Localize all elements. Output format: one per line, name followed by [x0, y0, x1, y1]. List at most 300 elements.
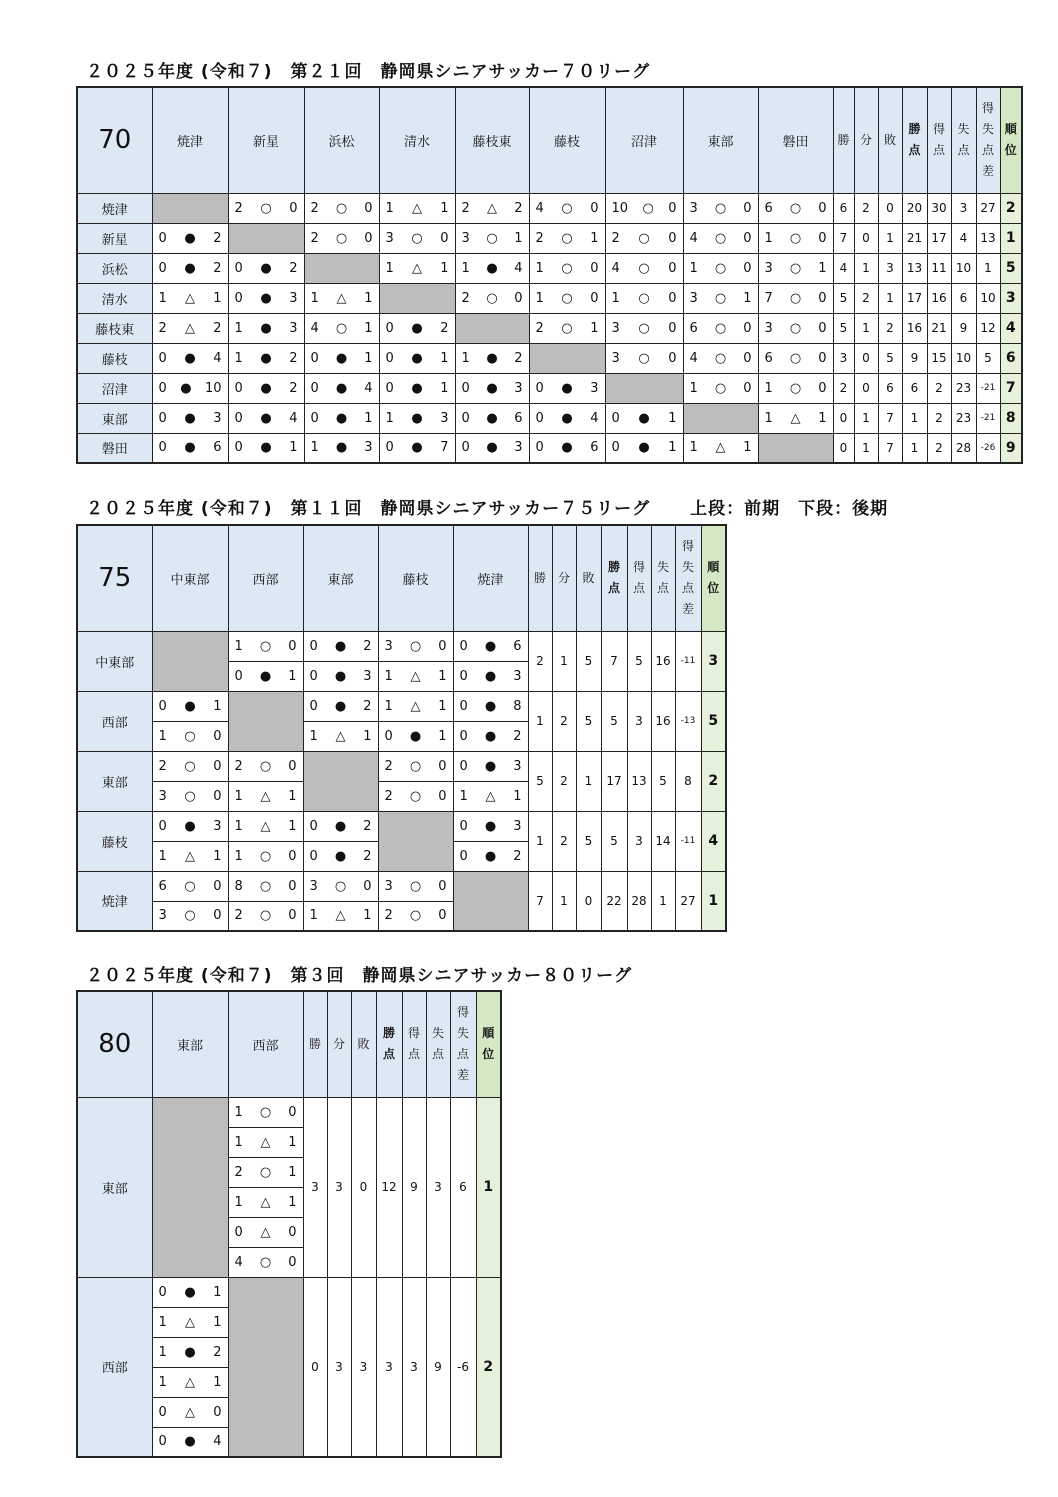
result-mark: ○	[714, 380, 727, 396]
match-score	[530, 321, 605, 336]
rank-value: 2	[476, 1277, 501, 1457]
stat-value: 5	[528, 751, 552, 811]
goals: 4	[310, 320, 319, 336]
result-mark: ●	[486, 350, 498, 366]
stat-value: 6	[951, 283, 976, 313]
result-mark: ●	[260, 320, 272, 336]
stat-value: 12	[376, 1097, 402, 1277]
col-header-stat: 敗	[351, 991, 376, 1097]
goals: 0	[459, 728, 468, 744]
stat-value: 3	[426, 1097, 450, 1277]
stat-value: 5	[627, 631, 651, 691]
col-header-stat: 得 点	[402, 991, 426, 1097]
goals: 1	[364, 290, 373, 306]
col-header-stat: 失 点	[651, 525, 675, 631]
table-row	[77, 1277, 501, 1307]
goals: 0	[535, 410, 544, 426]
match-cell	[455, 433, 529, 463]
result-mark: ○	[259, 1104, 272, 1120]
result-mark: ○	[335, 200, 348, 216]
stat-value: 1	[854, 313, 878, 343]
result-mark: ●	[484, 728, 497, 744]
row-header-team: 藤枝東	[77, 313, 152, 343]
result-mark: ○	[561, 200, 573, 216]
result-mark: ●	[184, 1284, 196, 1300]
period-note: 上段：前期 下段：後期	[690, 499, 889, 519]
match-cell	[303, 691, 378, 721]
match-score	[454, 729, 528, 744]
stat-value: 27	[675, 871, 701, 931]
goals: 1	[288, 788, 297, 804]
match-score	[380, 440, 455, 455]
rank-value: 4	[701, 811, 726, 871]
result-mark: △	[185, 290, 195, 306]
goals: 0	[535, 380, 544, 396]
stat-value: 1	[854, 253, 878, 283]
goals: 1	[384, 668, 393, 684]
match-cell	[683, 343, 758, 373]
stat-value: 9	[426, 1277, 450, 1457]
goals: 0	[440, 230, 449, 246]
match-score	[153, 789, 228, 804]
col-header-rank: 順 位	[476, 991, 501, 1097]
col-header-stat: 得 失 点 差	[976, 87, 1000, 193]
stat-value: 5	[651, 751, 675, 811]
goals: 1	[611, 290, 620, 306]
match-cell	[152, 1277, 228, 1307]
col-header-stat: 勝	[833, 87, 854, 193]
col-header-stat: 分	[327, 991, 351, 1097]
goals: 1	[234, 1104, 243, 1120]
match-cell	[758, 193, 833, 223]
match-cell	[379, 313, 455, 343]
goals: 1	[514, 230, 523, 246]
match-cell	[152, 811, 228, 841]
rank-value: 1	[1000, 223, 1022, 253]
goals: 1	[818, 260, 827, 276]
stat-value: 5	[833, 283, 854, 313]
goals: 0	[668, 350, 677, 366]
row-header-team: 沼津	[77, 373, 152, 403]
match-score	[759, 261, 833, 276]
col-header-stat: 勝	[303, 991, 327, 1097]
goals: 2	[289, 260, 298, 276]
match-cell	[529, 313, 605, 343]
match-cell	[304, 373, 379, 403]
goals: 2	[289, 380, 298, 396]
goals: 2	[289, 350, 298, 366]
match-score	[380, 231, 455, 246]
stat-value: 1	[878, 223, 902, 253]
col-header-stat: 勝 点	[902, 87, 927, 193]
goals: 1	[289, 440, 298, 456]
goals: 1	[764, 380, 773, 396]
goals: 1	[310, 290, 319, 306]
result-mark: ○	[789, 290, 802, 306]
goals: 3	[611, 350, 620, 366]
goals: 1	[743, 440, 752, 456]
match-score	[454, 849, 528, 864]
result-mark: ●	[411, 410, 423, 426]
match-score	[454, 759, 528, 774]
rank-value: 3	[1000, 283, 1022, 313]
result-mark: △	[260, 788, 271, 804]
match-cell	[152, 253, 228, 283]
stat-value: 11	[927, 253, 951, 283]
corner-label: 70	[77, 87, 152, 193]
result-mark: ○	[561, 320, 573, 336]
match-cell	[152, 691, 228, 721]
match-score	[454, 699, 528, 714]
goals: 3	[364, 440, 373, 456]
match-score	[153, 440, 228, 455]
goals: 2	[363, 818, 372, 834]
stat-value: 3	[627, 811, 651, 871]
match-score	[229, 669, 303, 684]
goals: 8	[234, 878, 243, 894]
col-header-stat: 勝 点	[601, 525, 627, 631]
match-cell	[529, 433, 605, 463]
goals: 1	[689, 260, 698, 276]
match-cell	[453, 721, 528, 751]
goals: 0	[743, 320, 752, 336]
goals: 1	[590, 230, 599, 246]
col-header-stat: 得 点	[927, 87, 951, 193]
match-cell	[152, 1427, 228, 1457]
goals: 1	[234, 788, 243, 804]
stat-value: 5	[833, 313, 854, 343]
match-score	[229, 201, 304, 216]
row-header-team: 清水	[77, 283, 152, 313]
goals: 7	[764, 290, 773, 306]
stat-value: 2	[552, 751, 576, 811]
stat-value: 0	[854, 373, 878, 403]
match-cell	[228, 1157, 303, 1187]
goals: 4	[590, 410, 599, 426]
goals: 1	[309, 728, 318, 744]
goals: 3	[213, 410, 222, 426]
result-mark: ●	[484, 638, 497, 654]
match-cell	[529, 373, 605, 403]
goals: 0	[743, 350, 752, 366]
goals: 2	[213, 320, 222, 336]
stat-value: 17	[927, 223, 951, 253]
goals: 1	[668, 440, 677, 456]
goals: 0	[668, 260, 677, 276]
result-mark: ●	[184, 260, 196, 276]
rank-value: 8	[1000, 403, 1022, 433]
match-score	[606, 291, 683, 306]
rank-value: 5	[701, 691, 726, 751]
table-row	[77, 373, 1022, 403]
goals: 4	[535, 200, 544, 216]
result-mark: △	[335, 908, 346, 924]
result-mark: ●	[334, 668, 347, 684]
goals: 3	[363, 668, 372, 684]
match-cell	[455, 283, 529, 313]
self-match-cell	[228, 691, 303, 751]
match-cell	[379, 403, 455, 433]
table-row	[77, 691, 726, 721]
col-header-team: 藤枝	[529, 87, 605, 193]
stat-value: 1	[976, 253, 1000, 283]
goals: 4	[611, 260, 620, 276]
row-header-team: 東部	[77, 1097, 152, 1277]
goals: 0	[213, 1404, 222, 1420]
self-match-cell	[152, 1097, 228, 1277]
goals: 0	[288, 1104, 297, 1120]
goals: 2	[158, 320, 167, 336]
result-mark: ○	[184, 788, 196, 804]
match-cell	[683, 193, 758, 223]
goals: 1	[535, 290, 544, 306]
goals: 2	[461, 200, 470, 216]
table-row	[77, 313, 1022, 343]
result-mark: △	[412, 200, 422, 216]
match-score	[229, 291, 304, 306]
goals: 1	[288, 818, 297, 834]
match-score	[229, 440, 304, 455]
row-header-team: 西部	[77, 691, 152, 751]
goals: 7	[440, 440, 449, 456]
match-score	[759, 231, 833, 246]
goals: 3	[309, 878, 318, 894]
match-cell	[683, 313, 758, 343]
result-mark: ●	[180, 380, 192, 396]
match-score	[153, 819, 228, 834]
match-cell	[304, 313, 379, 343]
goals: 6	[689, 320, 698, 336]
match-score	[153, 1285, 228, 1300]
match-cell	[304, 223, 379, 253]
match-score	[229, 849, 303, 864]
match-score	[454, 669, 528, 684]
goals: 3	[384, 878, 393, 894]
self-match-cell	[455, 313, 529, 343]
result-mark: △	[260, 1194, 271, 1210]
goals: 0	[459, 818, 468, 834]
match-score	[305, 381, 379, 396]
stat-value: 5	[576, 631, 601, 691]
match-score	[304, 849, 378, 864]
goals: 0	[234, 440, 243, 456]
self-match-cell	[758, 433, 833, 463]
goals: 3	[461, 230, 470, 246]
match-score	[153, 291, 228, 306]
result-mark: ●	[334, 848, 347, 864]
match-cell	[529, 403, 605, 433]
match-cell	[228, 433, 304, 463]
match-score	[153, 1375, 228, 1390]
rank-value: 3	[701, 631, 726, 691]
match-cell	[683, 283, 758, 313]
goals: 1	[288, 1164, 297, 1180]
goals: 0	[459, 758, 468, 774]
stat-value: 23	[951, 373, 976, 403]
goals: 1	[158, 1314, 167, 1330]
stat-value: 16	[651, 691, 675, 751]
goals: 1	[363, 908, 372, 924]
goals: 3	[611, 320, 620, 336]
stat-value: 2	[927, 373, 951, 403]
match-cell	[303, 811, 378, 841]
stat-value: 1	[902, 403, 927, 433]
self-match-cell	[379, 283, 455, 313]
result-mark: ○	[335, 320, 348, 336]
result-mark: ●	[411, 380, 423, 396]
match-score	[456, 440, 529, 455]
goals: 1	[438, 698, 447, 714]
match-cell	[152, 403, 228, 433]
stat-value: 2	[552, 811, 576, 871]
match-cell	[228, 841, 303, 871]
goals: 0	[818, 200, 827, 216]
goals: 0	[438, 638, 447, 654]
stat-value: 3	[351, 1277, 376, 1457]
stat-value: 20	[902, 193, 927, 223]
goals: 1	[689, 380, 698, 396]
match-cell	[303, 631, 378, 661]
match-score	[153, 729, 228, 744]
table-row	[77, 1097, 501, 1127]
col-header-team: 西部	[228, 525, 303, 631]
goals: 6	[764, 200, 773, 216]
match-score	[456, 261, 529, 276]
goals: 0	[461, 380, 470, 396]
match-score	[380, 321, 455, 336]
result-mark: ●	[561, 410, 573, 426]
match-cell	[453, 751, 528, 781]
goals: 10	[204, 380, 222, 396]
match-cell	[758, 403, 833, 433]
match-cell	[228, 1187, 303, 1217]
goals: 0	[213, 908, 222, 924]
match-score	[530, 291, 605, 306]
stat-value: 1	[878, 283, 902, 313]
match-cell	[455, 373, 529, 403]
goals: 4	[234, 1254, 243, 1270]
goals: 8	[513, 698, 522, 714]
stat-value: 7	[833, 223, 854, 253]
goals: 2	[213, 230, 222, 246]
match-score	[304, 819, 378, 834]
match-score	[153, 759, 228, 774]
goals: 0	[668, 200, 677, 216]
goals: 1	[158, 1344, 167, 1360]
col-header-team: 東部	[303, 525, 378, 631]
goals: 0	[158, 350, 167, 366]
match-score	[229, 908, 303, 923]
result-mark: ●	[184, 350, 196, 366]
match-score	[229, 321, 304, 336]
stat-value: 3	[878, 253, 902, 283]
result-mark: ●	[335, 410, 348, 426]
match-score	[606, 440, 683, 455]
stat-value: 1	[854, 433, 878, 463]
result-mark: ●	[335, 380, 348, 396]
goals: 0	[158, 380, 167, 396]
result-mark: ●	[484, 758, 497, 774]
result-mark: △	[185, 848, 195, 864]
result-mark: ●	[484, 668, 497, 684]
goals: 0	[234, 1224, 243, 1240]
col-header-stat: 敗	[576, 525, 601, 631]
stat-value: 17	[601, 751, 627, 811]
match-cell	[605, 313, 683, 343]
goals: 0	[438, 878, 447, 894]
match-score	[153, 699, 228, 714]
match-cell	[303, 871, 378, 901]
result-mark: ●	[259, 668, 272, 684]
goals: 0	[310, 380, 319, 396]
goals: 6	[213, 440, 222, 456]
goals: 3	[440, 410, 449, 426]
match-cell	[228, 1097, 303, 1127]
goals: 10	[611, 200, 629, 216]
result-mark: △	[485, 788, 496, 804]
match-score	[153, 351, 228, 366]
match-score	[456, 231, 529, 246]
goals: 1	[364, 320, 373, 336]
goals: 0	[743, 230, 752, 246]
row-header-team: 焼津	[77, 193, 152, 223]
stat-value: 0	[833, 403, 854, 433]
result-mark: ●	[184, 410, 196, 426]
row-header-team: 東部	[77, 751, 152, 811]
title-75-league: ２０２５年度 (令和７) 第１１回 静岡県シニアサッカー７５リーグ 上段：前期 下段：後期	[86, 499, 889, 519]
result-mark: ●	[334, 698, 347, 714]
goals: 0	[158, 440, 167, 456]
goals: 2	[384, 758, 393, 774]
goals: 0	[310, 350, 319, 366]
table-row	[77, 283, 1022, 313]
goals: 4	[514, 260, 523, 276]
match-score	[305, 411, 379, 426]
col-header-team: 清水	[379, 87, 455, 193]
match-cell	[453, 631, 528, 661]
goals: 1	[213, 1314, 222, 1330]
match-cell	[605, 403, 683, 433]
result-mark: ●	[411, 320, 423, 336]
goals: 2	[611, 230, 620, 246]
goals: 1	[438, 728, 447, 744]
goals: 0	[309, 638, 318, 654]
result-mark: ○	[789, 230, 802, 246]
goals: 3	[213, 818, 222, 834]
goals: 2	[461, 290, 470, 306]
goals: 1	[158, 848, 167, 864]
col-header-stat: 分	[854, 87, 878, 193]
match-cell	[303, 721, 378, 751]
stat-value: -11	[675, 631, 701, 691]
goals: 0	[234, 260, 243, 276]
match-cell	[453, 691, 528, 721]
goals: 4	[213, 1434, 222, 1450]
match-score	[684, 321, 758, 336]
stat-value: 2	[927, 433, 951, 463]
goals: 1	[668, 410, 677, 426]
goals: 6	[514, 410, 523, 426]
match-cell	[455, 343, 529, 373]
goals: 1	[310, 440, 319, 456]
match-cell	[378, 871, 453, 901]
table-row	[77, 811, 726, 841]
goals: 1	[440, 200, 449, 216]
self-match-cell	[453, 871, 528, 931]
goals: 0	[289, 200, 298, 216]
result-mark: ●	[411, 440, 423, 456]
goals: 3	[289, 320, 298, 336]
